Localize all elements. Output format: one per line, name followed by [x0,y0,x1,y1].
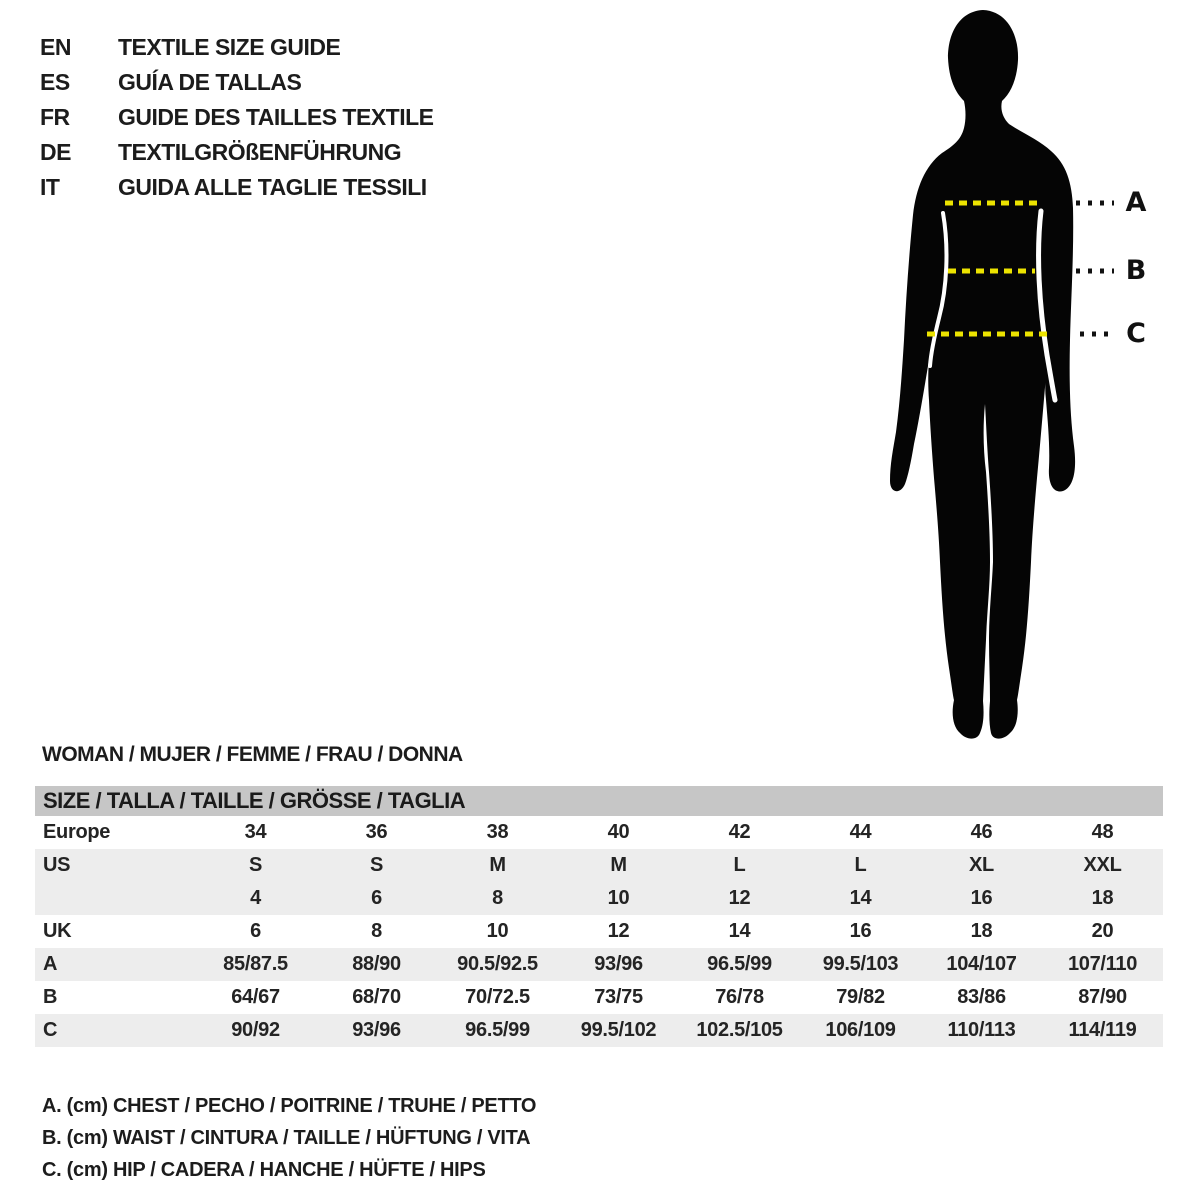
table-cell: 6 [250,920,261,942]
table-row [35,948,1163,981]
row-label: B [43,986,58,1008]
table-row [35,849,1163,882]
lang-row-it [40,170,434,205]
table-cell: 99.5/102 [580,1019,657,1041]
table-cell: 68/70 [352,986,401,1008]
table-cell: 10 [486,920,509,942]
table-cell: 107/110 [1067,953,1138,975]
table-cell: 64/67 [231,986,280,1008]
table-cell: 90.5/92.5 [457,953,538,975]
table-cell: L [854,854,867,876]
table-cell: 8 [492,887,503,909]
table-cell: XXL [1083,854,1122,876]
table-cell: M [610,854,627,876]
row-label: C [43,1019,58,1041]
table-cell: 34 [244,821,267,843]
legend-waist: B. (cm) WAIST / CINTURA / TAILLE / HÜFTUNG / VITA [42,1127,531,1149]
marker-label-chest: A [1125,187,1147,218]
lang-code: DE [40,139,71,165]
table-cell: 12 [728,887,751,909]
table-cell: 44 [849,821,872,843]
table-cell: 42 [728,821,751,843]
table-cell: 85/87.5 [223,953,288,975]
table-cell: 40 [607,821,630,843]
table-cell: 16 [970,887,993,909]
table-cell: S [369,854,384,876]
table-cell: 110/113 [947,1019,1016,1041]
lang-row-en [40,30,434,65]
table-cell: 18 [970,920,993,942]
row-label: Europe [43,821,111,843]
table-cell: S [248,854,263,876]
table-row [35,816,1163,849]
table-cell: 88/90 [352,953,401,975]
table-cell: M [489,854,506,876]
legend-chest: A. (cm) CHEST / PECHO / POITRINE / TRUHE / PETTO [42,1095,537,1117]
lang-title: GUÍA DE TALLAS [118,69,302,95]
marker-label-hip: C [1126,318,1146,349]
table-cell: 70/72.5 [465,986,530,1008]
table-cell: 48 [1091,821,1114,843]
woman-silhouette-svg [850,0,1200,760]
table-cell: 87/90 [1078,986,1127,1008]
measurement-legend [42,1090,536,1186]
table-cell: 104/107 [946,953,1017,975]
table-cell: 79/82 [836,986,885,1008]
table-cell: 14 [728,920,751,942]
lang-row-de [40,135,434,170]
table-cell: 6 [371,887,382,909]
legend-hip: C. (cm) HIP / CADERA / HANCHE / HÜFTE / HIPS [42,1159,486,1181]
language-title-list [40,30,434,205]
table-row [35,1014,1163,1047]
marker-label-waist: B [1125,255,1147,286]
lang-title: TEXTILGRÖßENFÜHRUNG [118,139,402,165]
table-cell: L [733,854,746,876]
table-header: SIZE / TALLA / TAILLE / GRÖSSE / TAGLIA [35,786,1163,816]
table-cell: 4 [250,887,261,909]
size-figure [850,0,1200,760]
woman-silhouette [890,10,1075,739]
table-cell: 93/96 [594,953,643,975]
row-label: US [43,854,71,876]
table-cell: 83/86 [957,986,1006,1008]
row-label: A [43,953,58,975]
lang-code: EN [40,34,71,60]
size-table [35,786,1163,1047]
table-cell: 38 [486,821,509,843]
lang-row-fr [40,100,434,135]
table-cell: 90/92 [231,1019,280,1041]
table-cell: 96.5/99 [707,953,772,975]
lang-code: FR [40,104,70,130]
table-cell: 18 [1091,887,1114,909]
table-cell: 76/78 [715,986,764,1008]
table-row [35,981,1163,1014]
lang-title: TEXTILE SIZE GUIDE [118,34,341,60]
table-cell: 106/109 [825,1019,896,1041]
table-cell: 73/75 [594,986,643,1008]
lang-title: GUIDE DES TAILLES TEXTILE [118,104,434,130]
table-cell: 20 [1091,920,1114,942]
lang-title: GUIDA ALLE TAGLIE TESSILI [118,174,427,200]
table-cell: 96.5/99 [465,1019,530,1041]
section-title-woman: WOMAN / MUJER / FEMME / FRAU / DONNA [42,743,463,766]
table-cell: 36 [365,821,388,843]
table-cell: 102.5/105 [696,1019,783,1041]
table-cell: XL [969,854,994,876]
table-cell: 46 [970,821,993,843]
lang-row-es [40,65,434,100]
table-cell: 99.5/103 [822,953,899,975]
table-cell: 93/96 [352,1019,401,1041]
table-body [35,816,1163,1047]
table-row [35,915,1163,948]
table-cell: 14 [849,887,872,909]
lang-code: ES [40,69,70,95]
table-cell: 12 [607,920,630,942]
row-label: UK [43,920,72,942]
table-cell: 8 [371,920,382,942]
table-cell: 10 [607,887,630,909]
table-row [35,882,1163,915]
table-cell: 114/119 [1068,1019,1137,1041]
table-cell: 16 [849,920,872,942]
lang-code: IT [40,174,60,200]
